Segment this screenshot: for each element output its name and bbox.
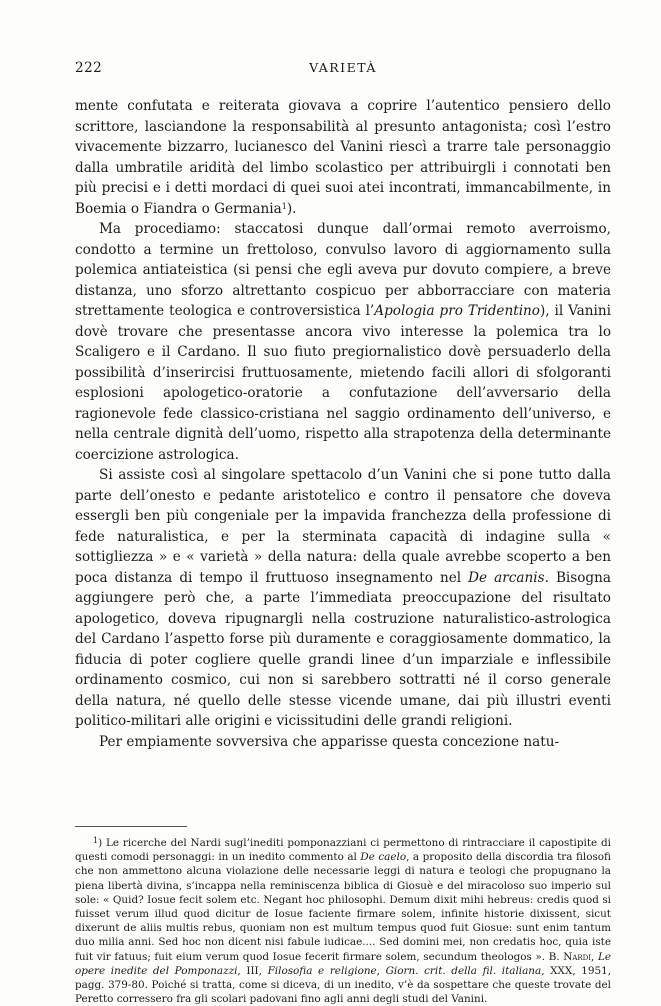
paragraph-1-text-b: ). bbox=[286, 200, 297, 217]
footnote-text-e: , bbox=[376, 964, 386, 977]
body-text bbox=[75, 96, 611, 752]
work-title-apologia: Apologia pro Tridentino bbox=[374, 303, 540, 319]
paragraph-3-text-a: Si assiste così al singolare spettacolo d’un Vanini che si pone tutto dalla parte dell’onesto e pedante aristotelico e contro il pensatore che doveva essergli ben più congeniale per la impavida franchezza della professione di fede naturalistica, e per la sterminata capacità di indagine sulla « sottigliezza » e « varietà » della natura: della quale avrebbe scoperto a ben poca distanza di tempo il fruttuoso insegnamento nel bbox=[75, 467, 611, 586]
footnote-text-a: ) Le ricerche del Nardi sugl’inediti pomponazziani ci permettono di rintracciare il capostipite di questi comodi personaggi: in un inedito commento al bbox=[75, 837, 611, 864]
footnote-text-c: , bbox=[591, 950, 598, 963]
footnote-text-f: , XXX, 1951, pagg. 379-80. Poiché si tratta, come si diceva, di un inedito, v’è da sospettare che queste trovate del Peretto corressero fra gli scolari padovani fino agli anni degli studi del Vanini. bbox=[75, 964, 611, 1006]
footnote-separator bbox=[75, 826, 187, 827]
paragraph-1-text-a: mente confutata e reiterata giovava a coprire l’autentico pensiero dello scrittore, lasciandone la responsabilità al presunto antagonista; così l’estro vivacemente bizzarro, lucianesco del Vanini riescì a trarre tale personaggio dalla umbratile aridità del limbo scolastico per attribuirgli i connotati ben più precisi e i detti mordaci di quei suoi atei incontrati, immancabilmente, in Boemia o Fiandra o Germania bbox=[75, 98, 611, 217]
footnote-mark: 1 bbox=[93, 836, 99, 845]
paragraph-1 bbox=[75, 96, 611, 219]
paragraph-4 bbox=[75, 732, 611, 753]
footnote-text-b: , a proposito della discordia tra filosofi che non ammettono alcuna violazione delle necessarie leggi di natura e teologi che propugnano la piena libertà divina, s’incappa nella reminiscenza biblica di Giosuè e del miracoloso suo imperio sul sole: « Quid? Iosue fecit solem etc. Negant hoc philosophi. Demum dixit mihi hebreus: credis quod si fuisset verum illud quod dicitur de Iosue faciente firmare solem, infinite historie dixissent, sicut dixerunt de aliis multis rebus, quoniam non est multum tempus quod fuit Giosue: sunt enim tantum duo milia anni. Sed hoc non dicent nisi fabule iudicae.... Sed domini mei, non credatis hoc, quia iste fuit vir fatuus; fuit eium verum quod Iosue fecerit firmare solem, secundum theologos ». B. bbox=[75, 851, 611, 963]
footnote-journal-title: Giorn. crit. della fil. italiana bbox=[385, 964, 542, 977]
footnote-text-d: , III, bbox=[237, 964, 268, 977]
paragraph-3-text-b: . Bisogna aggiungere però che, a parte l’immediata preoccupazione del risultato apologetico, doveva ripugnargli nella costruzione naturalistico-astrologica del Cardano l’aspetto forse più duramente e coraggiosamente dommatico, la fiducia di poter cogliere quelle grandi linee d’un imparziale e inflessibile ordinamento cosmico, cui non si sarebbero sottratti né il corso generale della natura, né quello delle stesse vicende umane, dai più illustri eventi politico-militari alle origini e vicissitudini delle grandi religioni. bbox=[75, 569, 611, 729]
paragraph-2 bbox=[75, 219, 611, 465]
paragraph-4-text: Per empiamente sovversiva che apparisse questa concezione natu- bbox=[99, 733, 560, 750]
paragraph-3 bbox=[75, 465, 611, 732]
footnote-title-opere-inedite: Le opere inedite del Pomponazzi bbox=[75, 950, 611, 977]
paragraph-2-text-a: Ma procediamo: staccatosi dunque dall’ormai remoto averroismo, condotto a termine un frettoloso, convulso lavoro di aggiornamento sulla polemica antiateistica (si pensi che egli aveva pur dovuto compiere, a breve distanza, uno sforzo altrettanto cospicuo per abborracciare con materia strettamente teologica e controversistica l’ bbox=[75, 221, 611, 319]
footnote-author: Nardi bbox=[563, 950, 592, 963]
paragraph-2-text-b: ), il Vanini dovè trovare che presentasse ancora vivo interesse la polemica tra lo Scaligero e il Cardano. Il suo fiuto pregiornalistico dovè persuaderlo della possibilità d’inserircisi fruttuosamente, mietendo facili allori di sfolgoranti esplosioni apologetico-oratorie a confutazione dell’avversario della ragionevole fede classico-cristiana nel saggio ordinamento dell’universo, e nella centrale dignità dell’uomo, rispetto alla strapotenza della determinante coercizione astrologica. bbox=[75, 303, 611, 463]
footnote-title-de-caelo: De caelo bbox=[360, 851, 407, 864]
page-header bbox=[75, 56, 611, 78]
work-title-de-arcanis: De arcanis bbox=[468, 569, 545, 586]
footnote-title-filosofia: Filosofia e religione bbox=[267, 964, 377, 977]
footnote-1 bbox=[75, 836, 611, 1006]
running-head: VARIETÀ bbox=[309, 60, 377, 75]
page-number: 222 bbox=[75, 60, 103, 76]
footnote-reference[interactable]: 1 bbox=[281, 201, 287, 211]
